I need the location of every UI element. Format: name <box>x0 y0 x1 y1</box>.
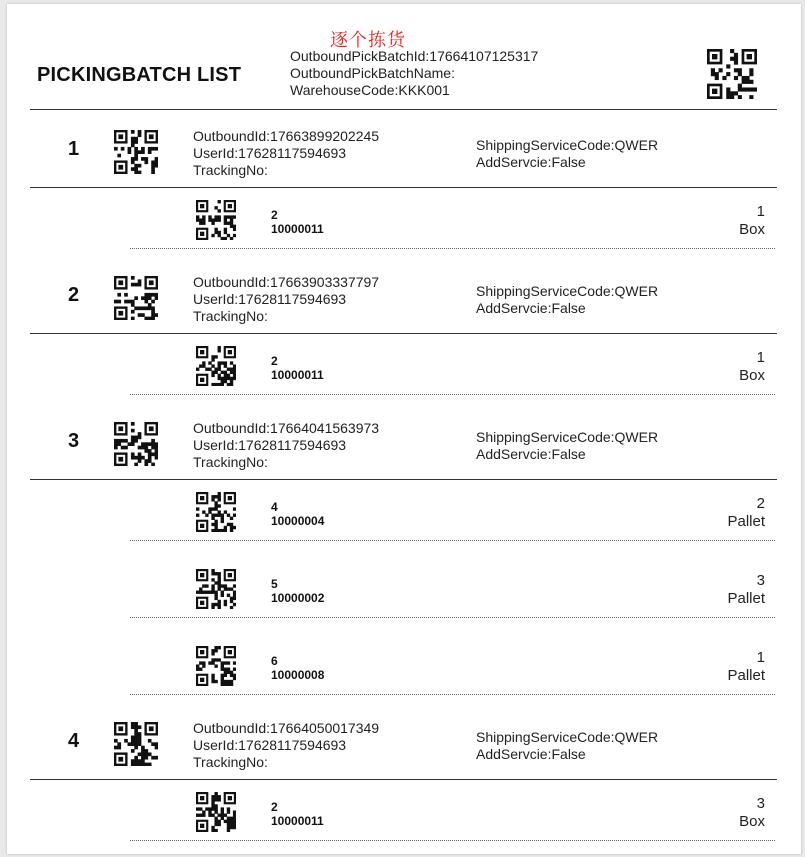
outbound-index: 1 <box>68 138 80 160</box>
item-qty-value: 3 <box>756 572 765 589</box>
outbound-id: OutboundId:17663903337797 <box>193 274 380 290</box>
item-qr-code-icon <box>196 792 236 832</box>
item-divider <box>130 840 775 841</box>
item-sku: 10000011 <box>271 368 324 382</box>
document-page <box>7 4 801 854</box>
shipping-service-code: ShippingServiceCode:QWER <box>476 283 659 299</box>
outbound-block <box>30 256 777 411</box>
item-qr-code-icon <box>196 646 236 686</box>
item-divider <box>130 248 775 249</box>
item-seq: 6 <box>271 654 278 668</box>
item-text <box>271 208 324 236</box>
batch-id: OutboundPickBatchId:17664107125317 <box>290 48 539 64</box>
item-seq: 5 <box>271 577 278 591</box>
batch-qr-code-icon <box>707 49 757 99</box>
tracking-no: TrackingNo: <box>193 454 268 470</box>
item-divider <box>130 540 775 541</box>
shipping-service-code: ShippingServiceCode:QWER <box>476 429 659 445</box>
outbound-index: 3 <box>68 430 80 452</box>
item-divider <box>130 694 775 695</box>
item-unit: Pallet <box>727 667 765 684</box>
user-id: UserId:17628117594693 <box>193 737 347 753</box>
item-quantity <box>739 203 765 239</box>
outbound-id: OutboundId:17663899202245 <box>193 128 380 144</box>
item-sku: 10000004 <box>271 514 325 528</box>
item-text <box>271 800 324 828</box>
outbound-header <box>30 256 777 334</box>
item-qty-value: 3 <box>756 795 765 812</box>
outbound-info <box>193 128 379 179</box>
item-unit: Box <box>739 813 765 830</box>
outbound-info <box>193 720 379 771</box>
tracking-no: TrackingNo: <box>193 162 268 178</box>
shipping-info <box>476 137 658 171</box>
item-quantity <box>739 795 765 831</box>
add-service: AddServcie:False <box>476 154 586 170</box>
item-list <box>30 780 777 857</box>
outbound-index: 4 <box>68 730 80 752</box>
add-service: AddServcie:False <box>476 300 586 316</box>
user-id: UserId:17628117594693 <box>193 437 347 453</box>
tracking-no: TrackingNo: <box>193 754 268 770</box>
user-id: UserId:17628117594693 <box>193 291 347 307</box>
item-unit: Box <box>739 367 765 384</box>
warehouse-code: WarehouseCode:KKK001 <box>290 82 450 98</box>
outbound-info <box>193 420 379 471</box>
item-seq: 4 <box>271 500 278 514</box>
outbound-header <box>30 702 777 780</box>
item-qr-code-icon <box>196 492 236 532</box>
outbound-block <box>30 110 777 265</box>
item-quantity <box>739 349 765 385</box>
list-item <box>30 188 777 265</box>
item-list <box>30 188 777 265</box>
outbound-block <box>30 702 777 857</box>
item-text <box>271 654 324 682</box>
list-item <box>30 634 777 711</box>
item-divider <box>130 394 775 395</box>
user-id: UserId:17628117594693 <box>193 145 347 161</box>
item-sku: 10000011 <box>271 222 324 236</box>
item-qr-code-icon <box>196 200 236 240</box>
outbound-block <box>30 402 777 711</box>
shipping-info <box>476 283 658 317</box>
item-qty-value: 1 <box>756 203 765 220</box>
outbound-qr-code-icon <box>114 130 158 174</box>
outbound-qr-code-icon <box>114 276 158 320</box>
list-item <box>30 480 777 557</box>
list-item <box>30 557 777 634</box>
item-sku: 10000002 <box>271 591 325 605</box>
item-text <box>271 577 324 605</box>
item-seq: 2 <box>271 208 278 222</box>
item-qty-value: 1 <box>756 649 765 666</box>
item-quantity <box>727 495 765 531</box>
item-list <box>30 480 777 711</box>
tracking-no: TrackingNo: <box>193 308 268 324</box>
item-qty-value: 1 <box>756 349 765 366</box>
outbound-id: OutboundId:17664050017349 <box>193 720 380 736</box>
item-unit: Box <box>739 221 765 238</box>
shipping-info <box>476 729 658 763</box>
item-sku: 10000008 <box>271 668 325 682</box>
item-text <box>271 354 324 382</box>
item-quantity <box>727 649 765 685</box>
shipping-service-code: ShippingServiceCode:QWER <box>476 137 659 153</box>
item-qr-code-icon <box>196 569 236 609</box>
outbound-info <box>193 274 379 325</box>
add-service: AddServcie:False <box>476 746 586 762</box>
item-text <box>271 500 324 528</box>
outbound-header <box>30 402 777 480</box>
list-item <box>30 334 777 411</box>
outbound-id: OutboundId:17664041563973 <box>193 420 380 436</box>
outbound-qr-code-icon <box>114 422 158 466</box>
page-title: PICKINGBATCH LIST <box>37 64 242 86</box>
batch-info <box>290 48 538 99</box>
outbound-qr-code-icon <box>114 722 158 766</box>
item-list <box>30 334 777 411</box>
item-qr-code-icon <box>196 346 236 386</box>
item-divider <box>130 617 775 618</box>
item-qty-value: 2 <box>756 495 765 512</box>
shipping-service-code: ShippingServiceCode:QWER <box>476 729 659 745</box>
item-seq: 2 <box>271 800 278 814</box>
add-service: AddServcie:False <box>476 446 586 462</box>
list-item <box>30 780 777 857</box>
item-seq: 2 <box>271 354 278 368</box>
shipping-info <box>476 429 658 463</box>
batch-name: OutboundPickBatchName: <box>290 65 455 81</box>
item-unit: Pallet <box>727 590 765 607</box>
item-quantity <box>727 572 765 608</box>
item-sku: 10000011 <box>271 814 324 828</box>
outbound-index: 2 <box>68 284 80 306</box>
item-unit: Pallet <box>727 513 765 530</box>
outbound-header <box>30 110 777 188</box>
picking-mode-note: 逐个拣货 <box>330 30 406 51</box>
